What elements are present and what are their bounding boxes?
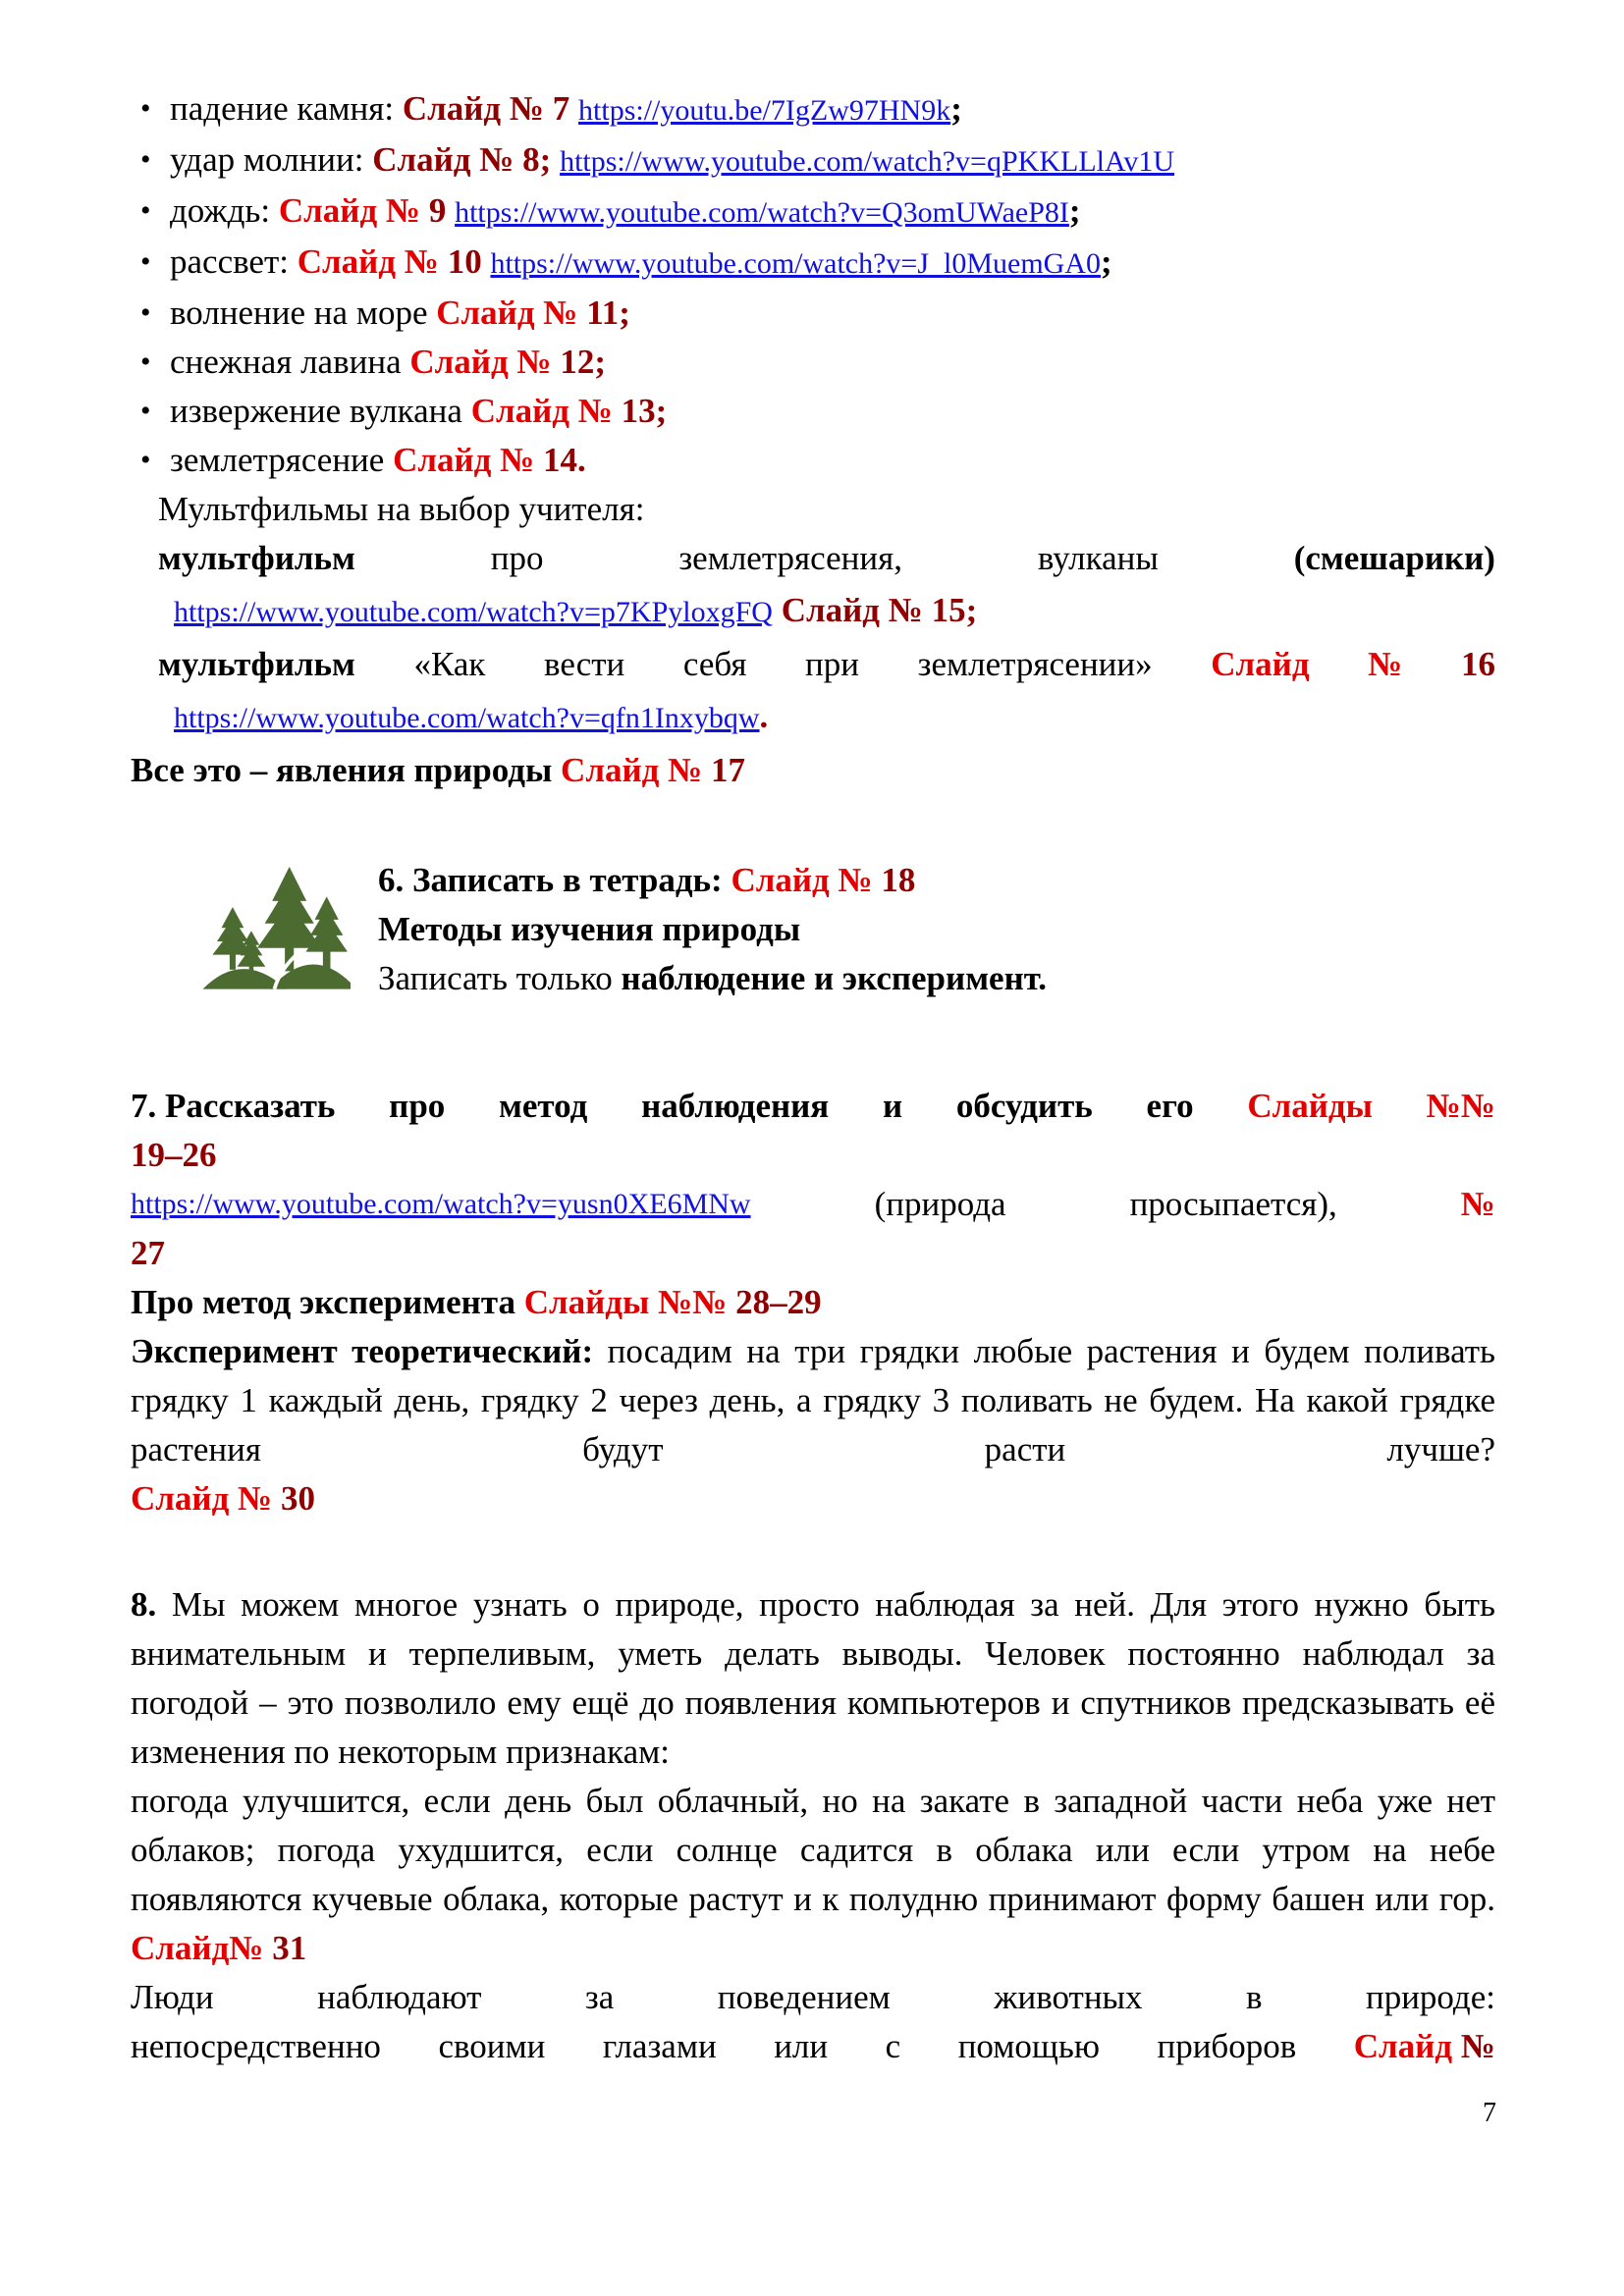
word: (природа [874,1185,1006,1223]
slide-ref: № [1460,1185,1495,1223]
youtube-link[interactable]: https://www.youtube.com/watch?v=qfn1Inxybqw [174,702,760,734]
summary-line [131,746,1495,795]
section-6-text [378,856,1495,1003]
word: метод [499,1087,588,1125]
word: его [1146,1087,1194,1125]
experiment-paragraph [131,1327,1495,1474]
list-item [131,238,1495,289]
bullet-text: дождь: [170,191,279,230]
slide-ref: Слайд [1353,2027,1461,2065]
slide-ref-number: 18 [881,861,916,899]
slide-ref-number: 14. [543,441,586,479]
cartoon-link-line-2 [174,689,1495,746]
note-text: Записать только [378,959,622,997]
word: непосредственно [131,2027,381,2065]
forest-trees-icon [131,856,378,1003]
slide-ref-number: Слайд № 8; [372,140,552,179]
slide-ref: Слайды [1247,1087,1373,1125]
phenomena-list [131,84,1495,485]
word: за [584,1978,615,2016]
word: с [885,2027,901,2065]
slide-ref-number: 31 [272,1929,307,1967]
youtube-link[interactable]: https://www.youtube.com/watch?v=yusn0XE6MNw [131,1188,751,1220]
section-8-paragraph-1 [131,1580,1495,1777]
youtube-link[interactable]: https://www.youtube.com/watch?v=qPKKLLlAv1U [560,145,1175,178]
slide-ref: Слайд № [436,294,587,332]
punctuation: . [759,697,769,735]
slide-ref-number: 13; [621,392,668,430]
section-8-paragraph-2 [131,1777,1495,1973]
list-item [131,84,1495,135]
slide-number: 27 [131,1234,165,1272]
slide-ref: Слайды №№ [523,1283,736,1321]
word: животных [994,1978,1143,2016]
list-item [131,387,1495,436]
experiment-heading [131,1278,1495,1327]
cartoons-intro: Мультфильмы на выбор учителя: [158,490,645,528]
slide-ref-number: № [1460,2027,1495,2065]
section-8 [131,1580,1495,2071]
word: природе: [1365,1978,1495,2016]
slide-ref: Слайд№ [131,1929,273,1967]
paragraph-lead: Эксперимент теоретический: [131,1332,594,1370]
slide-ref-number: 17 [711,751,746,789]
word: своими [438,2027,546,2065]
summary-text: Все это – явления природы [131,751,562,789]
word: про [389,1087,446,1125]
slide-ref-number: 12; [560,343,606,381]
section-8-line-animals [131,1973,1495,2022]
punctuation: ; [1068,191,1081,230]
section-6-subheading: Методы изучения природы [378,910,801,948]
list-item [131,187,1495,238]
heading-text: 6. Записать в тетрадь: [378,861,731,899]
slide-ref-number: 30 [280,1479,315,1518]
youtube-link[interactable]: https://www.youtube.com/watch?v=Q3omUWaeP8I [455,196,1069,229]
slide-ref-number: 9 [428,191,447,230]
bullet-text: падение камня: [170,89,403,128]
word: Люди [131,1978,214,2016]
section-8-line-devices [131,2022,1495,2071]
list-item [131,338,1495,387]
word: наблюдают [317,1978,482,2016]
list-item [131,436,1495,485]
cartoon-line-2 [158,640,1495,689]
slide-ref: № [1368,645,1403,683]
word: при [805,645,860,683]
slide-ref: Слайд № [409,343,561,381]
slide-ref-number: 11; [586,294,630,332]
slide-range: 19–26 [131,1136,217,1174]
word: землетрясения, [678,539,902,577]
word: просыпается), [1129,1185,1337,1223]
slide-ref-number: 10 [447,242,482,281]
bullet-text: рассвет: [170,242,298,281]
paragraph-text: погода улучшится, если день был облачный, но на закате в западной части неба уже нет облаков; погода ухудшится, если солнце садится в облака или если утром на небе появляются кучевые облака, которые растут и к полудню принимают форму башен или гор. [131,1782,1495,1918]
paragraph-lead: 8. [131,1585,157,1624]
slide-ref-number: Слайд № 7 [402,89,570,128]
word: мультфильм [158,539,355,577]
note-bold: наблюдение и эксперимент. [621,959,1048,997]
slide-ref: Слайд № [561,751,712,789]
slide-ref: Слайд № [731,861,882,899]
list-item [131,135,1495,187]
word: землетрясении» [917,645,1153,683]
word: вести [544,645,625,683]
slide-ref-number: 28–29 [735,1283,822,1321]
word: приборов [1157,2027,1297,2065]
word: или [774,2027,829,2065]
cartoon-link-line-1 [174,583,1495,640]
paragraph-text: Мы можем многое узнать о природе, просто наблюдая за ней. Для этого нужно быть внимательным и терпеливым, уметь делать выводы. Человек постоянно наблюдал за погодой – это позволило ему ещё до появления компьютеров и спутников предсказывать её изменения по некоторым признакам: [131,1585,1495,1771]
word: «Как [413,645,486,683]
slide-ref: Слайд № [131,1479,281,1518]
punctuation: ; [1101,242,1112,281]
section-6-note [378,954,1495,1003]
bullet-text: удар молнии: [170,140,373,179]
section-7-heading [131,1082,1495,1131]
section-7-link-line [131,1180,1495,1229]
word: и [882,1087,903,1125]
slide-ref: Слайд № [278,191,429,230]
slide-ref-number: 16 [1460,645,1495,683]
bullet-text: волнение на море [170,294,437,332]
list-item [131,289,1495,338]
paragraph-text: посадим на три грядки любые растения и будем поливать грядку 1 каждый день, грядку 2 через день, а грядку 3 поливать не будем. На какой грядке растения будут расти лучше? [131,1332,1496,1468]
bullet-text: землетрясение [170,441,394,479]
heading-text: Про метод эксперимента [131,1283,524,1321]
slide-ref-group [1354,2022,1495,2071]
page-number: 7 [1483,2098,1496,2128]
word: (смешарики) [1293,539,1495,577]
bullet-text: снежная лавина [170,343,410,381]
word: поведением [717,1978,891,2016]
section-6-heading [378,856,1495,905]
word: вулканы [1037,539,1159,577]
word: 7. Рассказать [131,1087,336,1125]
word: обсудить [955,1087,1093,1125]
word: себя [682,645,747,683]
punctuation: ; [950,89,962,128]
youtube-link[interactable]: https://www.youtube.com/watch?v=J_l0MuemGA0 [490,247,1102,280]
slide-ref-line [131,1474,1495,1523]
section-7 [131,1082,1495,1523]
bullet-text: извержение вулкана [170,392,471,430]
word: глазами [602,2027,717,2065]
slide-ref: Слайд № [470,392,622,430]
slide-ref: Слайд № [297,242,448,281]
word: в [1246,1978,1263,2016]
youtube-link[interactable]: https://youtu.be/7IgZw97HN9k [578,94,951,127]
slide-ref: Слайд [1211,645,1310,683]
slide-ref: Слайд № 15; [781,591,978,629]
slide-ref: №№ [1426,1087,1495,1125]
word: помощью [957,2027,1100,2065]
youtube-link[interactable]: https://www.youtube.com/watch?v=p7KPyloxgFQ [174,596,773,628]
slide-ref: Слайд № [393,441,544,479]
word: мультфильм [158,645,355,683]
word: про [490,539,544,577]
word: наблюдения [641,1087,830,1125]
section-6 [131,856,1495,1003]
cartoon-line-1 [158,534,1495,583]
document-content [131,84,1495,2071]
